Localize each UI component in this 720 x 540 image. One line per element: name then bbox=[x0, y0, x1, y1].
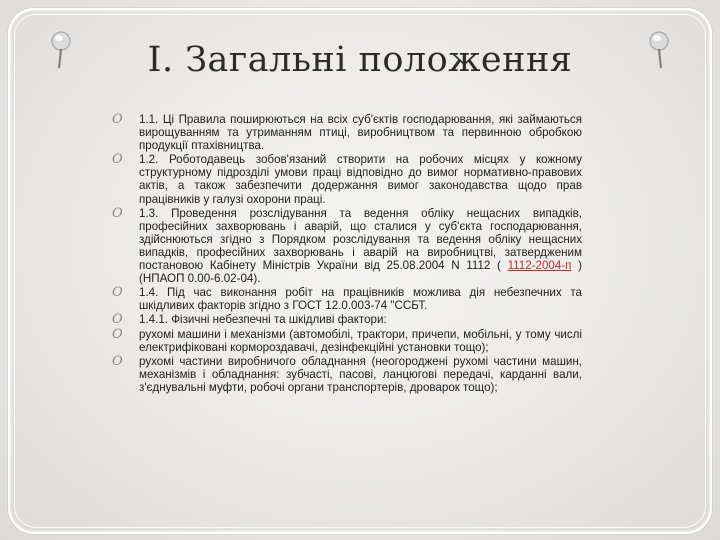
item-text: 1.1. Ці Правила поширюються на всіх суб'єктів господарювання, які займаються вирощуванням та утриманням птиці, виробництвом та первинною обробкою продукції птахівництва. bbox=[139, 113, 582, 153]
list-item bbox=[112, 153, 582, 205]
outline-o-bullet: O bbox=[112, 326, 123, 342]
outline-o-bullet: O bbox=[112, 152, 123, 168]
item-text: 1.4.1. Фізичні небезпечні та шкідливі фактори: bbox=[139, 313, 387, 327]
item-text: рухомі машини і механізми (автомобілі, трактори, причепи, мобільні, у тому числі електрифіковані кормороздавачі, дезінфекційні установки тощо); bbox=[139, 327, 582, 354]
item-text: 1.4. Під час виконання робіт на працівників можлива дія небезпечних та шкідливих факторів згідно з ГОСТ 12.0.003-74 "ССБТ. bbox=[139, 286, 582, 313]
outline-o-bullet: O bbox=[112, 285, 123, 301]
list-item bbox=[112, 313, 582, 326]
content-body bbox=[112, 113, 582, 394]
item-text bbox=[139, 207, 582, 286]
list-item bbox=[112, 286, 582, 312]
outline-o-bullet: O bbox=[112, 112, 123, 127]
list-item bbox=[112, 328, 582, 354]
list-item bbox=[112, 207, 582, 286]
document-link[interactable]: 1112-2004-п bbox=[507, 259, 572, 273]
slide-title: I. Загальні положення bbox=[147, 40, 573, 80]
item-text-after: ) (НПАОП 0.00-6.02-04). bbox=[139, 259, 582, 286]
item-text: 1.2. Роботодавець зобов'язаний створити на робочих місцях у кожному структурному підрозділі умови праці відповідно до вимог нормативно-правових актів, а також забезпечити додержання вимог законодавства щодо прав працівників у галузі охорони праці. bbox=[139, 153, 582, 206]
outline-o-bullet: O bbox=[112, 205, 123, 221]
item-text-before: 1.3. Проведення розслідування та ведення обліку нещасних випадків, професійних захворювань і аварій, що сталися у суб'єкта господарювання, здійснюються згідно з Порядком розслідування та ведення обліку нещасних випадків, професійних захворювань і аварій на виробництві, затвердженим постановою Кабінету Міністрів України від 25.08.2004 N 1112 ( bbox=[139, 206, 582, 273]
outline-o-bullet: O bbox=[112, 312, 123, 328]
list-item bbox=[112, 355, 582, 394]
outline-o-bullet: O bbox=[112, 353, 123, 369]
list-item bbox=[112, 113, 582, 152]
item-text: рухомі частини виробничого обладнання (неогороджені рухомі частини машин, механізмів і обладнання: зубчасті, пасові, ланцюгові передачі, карданні вали, з'єднувальні муфти, робочі органи транспортерів, дроварок тощо); bbox=[139, 354, 582, 394]
